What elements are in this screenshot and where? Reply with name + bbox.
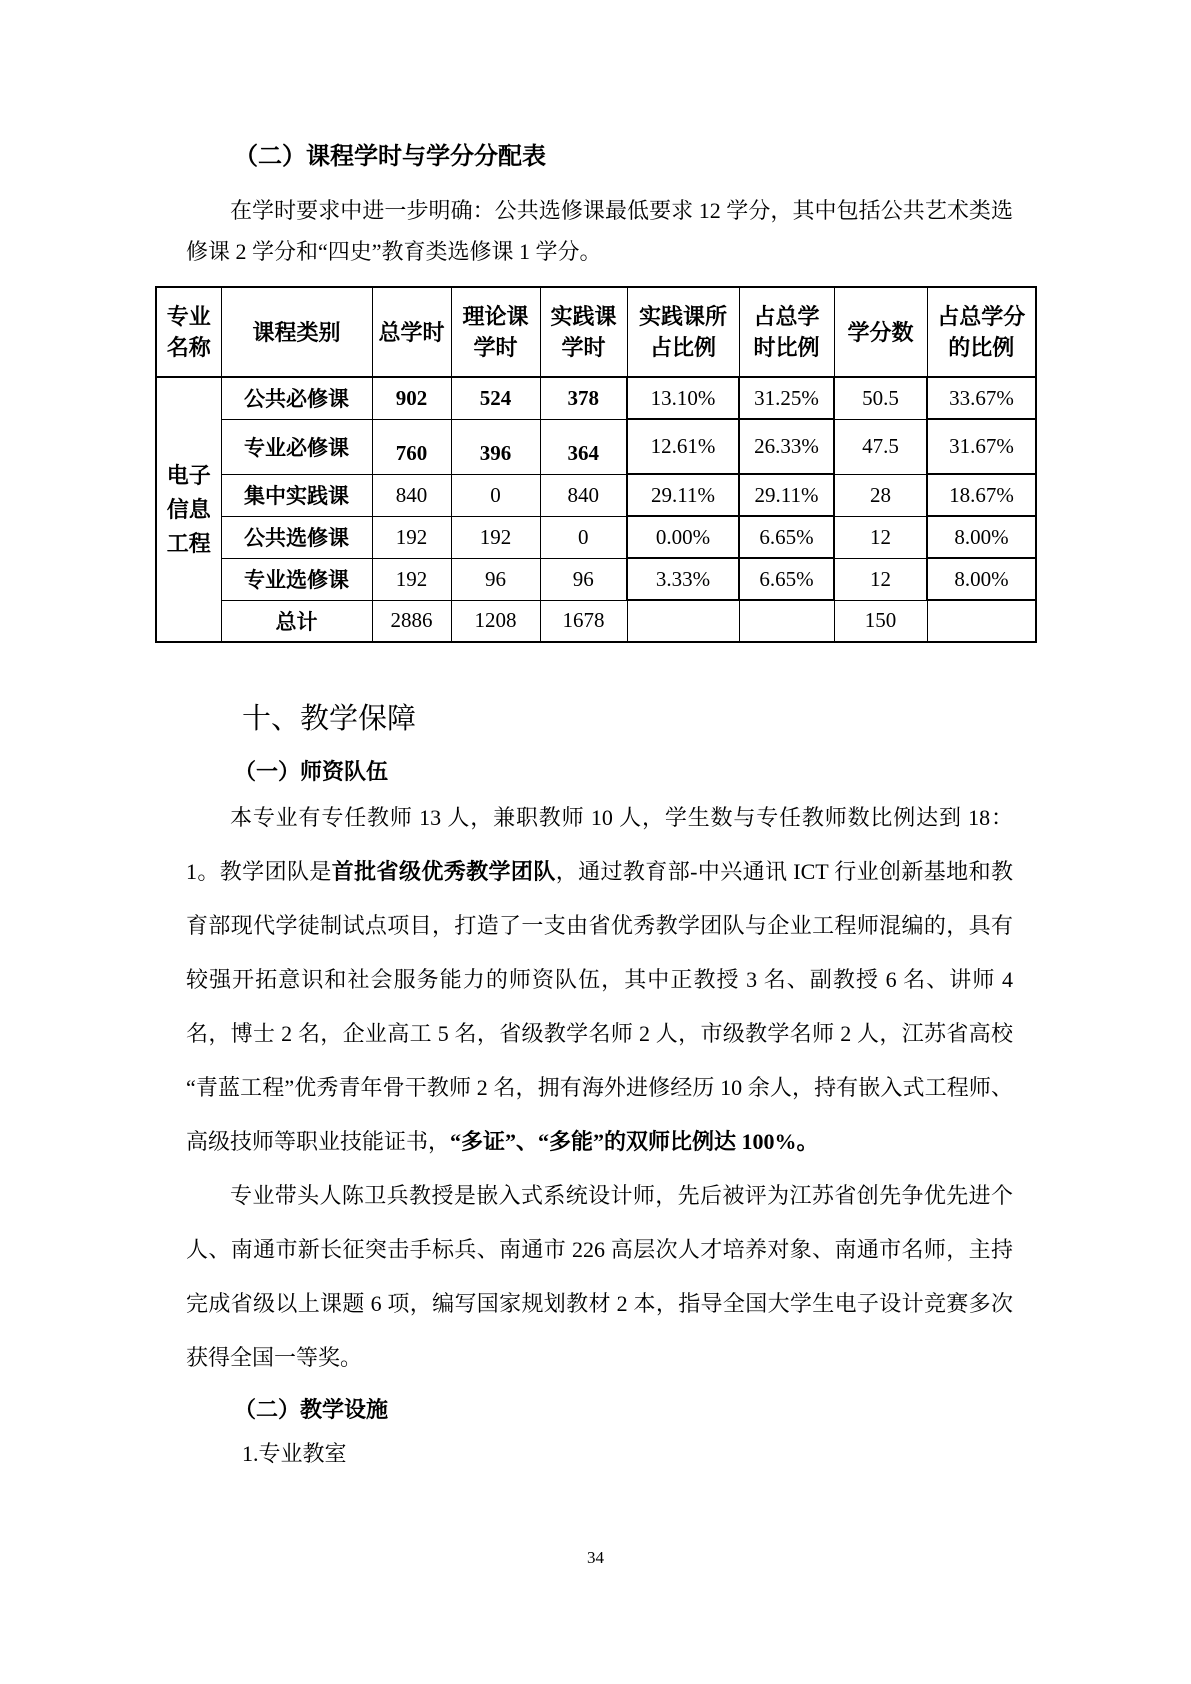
table-row bbox=[156, 516, 1036, 558]
value-cell: 1678 bbox=[540, 600, 627, 642]
value-cell: 760 bbox=[372, 419, 451, 474]
faculty-subheading: （一）师资队伍 bbox=[234, 759, 389, 784]
table-section-heading: （二）课程学时与学分分配表 bbox=[234, 143, 546, 170]
category-cell: 专业选修课 bbox=[221, 558, 372, 600]
table-row bbox=[156, 600, 1036, 642]
bold-text-run: 首批省级优秀教学团队 bbox=[331, 859, 556, 884]
value-cell: 0.00% bbox=[627, 516, 739, 558]
value-cell: 192 bbox=[372, 558, 451, 600]
value-cell: 396 bbox=[451, 419, 540, 474]
column-header-cell: 学分数 bbox=[834, 287, 927, 377]
value-cell: 378 bbox=[540, 377, 627, 419]
value-cell: 12 bbox=[834, 558, 927, 600]
value-cell: 6.65% bbox=[739, 558, 834, 600]
text-run: 本专业有专任教师 13 人，兼职教师 10 人，学生数与专任教师数比例达到 18：1。教学团队是 bbox=[186, 805, 1013, 884]
column-header-cell: 占总学时比例 bbox=[739, 287, 834, 377]
value-cell: 0 bbox=[451, 474, 540, 516]
value-cell: 192 bbox=[451, 516, 540, 558]
column-header-cell: 课程类别 bbox=[221, 287, 372, 377]
value-cell: 18.67% bbox=[927, 474, 1036, 516]
value-cell: 12 bbox=[834, 516, 927, 558]
value-cell: 840 bbox=[372, 474, 451, 516]
value-cell: 3.33% bbox=[627, 558, 739, 600]
value-cell: 50.5 bbox=[834, 377, 927, 419]
value-cell: 31.25% bbox=[739, 377, 834, 419]
value-cell: 1208 bbox=[451, 600, 540, 642]
category-cell: 集中实践课 bbox=[221, 474, 372, 516]
value-cell: 8.00% bbox=[927, 516, 1036, 558]
value-cell: 26.33% bbox=[739, 419, 834, 474]
table-row bbox=[156, 419, 1036, 474]
major-name-cell: 电子信息工程 bbox=[156, 377, 221, 642]
bold-text-run: “多证”、“多能”的双师比例达 100%。 bbox=[450, 1129, 819, 1154]
value-cell: 29.11% bbox=[739, 474, 834, 516]
text-run: 在学时要求中进一步明确：公共选修课最低要求 12 学分，其中包括公共艺术类选修课 2 学分和“四史”教育类选修课 1 学分。 bbox=[186, 198, 1013, 264]
table-row bbox=[156, 558, 1036, 600]
value-cell: 902 bbox=[372, 377, 451, 419]
intro-paragraph bbox=[186, 190, 1013, 272]
value-cell: 192 bbox=[372, 516, 451, 558]
value-cell bbox=[739, 600, 834, 642]
value-cell: 0 bbox=[540, 516, 627, 558]
value-cell: 364 bbox=[540, 419, 627, 474]
category-cell: 专业必修课 bbox=[221, 419, 372, 474]
table-header-row bbox=[156, 287, 1036, 377]
table-row bbox=[156, 474, 1036, 516]
page-number: 34 bbox=[587, 1548, 604, 1567]
value-cell bbox=[627, 600, 739, 642]
support-section-heading: 十、教学保障 bbox=[242, 703, 417, 735]
value-cell: 2886 bbox=[372, 600, 451, 642]
course-hours-credits-table bbox=[155, 286, 1037, 643]
facilities-item-classroom: 1.专业教室 bbox=[242, 1441, 347, 1466]
column-header-cell: 专业名称 bbox=[156, 287, 221, 377]
document-content bbox=[166, 0, 1026, 1469]
value-cell: 150 bbox=[834, 600, 927, 642]
table-body bbox=[156, 377, 1036, 642]
category-cell: 公共必修课 bbox=[221, 377, 372, 419]
text-run: 专业带头人陈卫兵教授是嵌入式系统设计师，先后被评为江苏省创先争优先进个人、南通市新长征突击手标兵、南通市 226 高层次人才培养对象、南通市名师，主持完成省级以上课题 6 项，编写国家规划教材 2 本，指导全国大学生电子设计竞赛多次获得全国一等奖。 bbox=[186, 1183, 1013, 1370]
value-cell: 12.61% bbox=[627, 419, 739, 474]
column-header-cell: 总学时 bbox=[372, 287, 451, 377]
faculty-paragraph-2 bbox=[186, 1169, 1013, 1385]
value-cell: 96 bbox=[451, 558, 540, 600]
column-header-cell: 实践课所占比例 bbox=[627, 287, 739, 377]
value-cell: 6.65% bbox=[739, 516, 834, 558]
value-cell bbox=[927, 600, 1036, 642]
column-header-cell: 占总学分的比例 bbox=[927, 287, 1036, 377]
column-header-cell: 理论课学时 bbox=[451, 287, 540, 377]
value-cell: 524 bbox=[451, 377, 540, 419]
table-header bbox=[156, 287, 1036, 377]
category-cell: 总计 bbox=[221, 600, 372, 642]
faculty-paragraph-1 bbox=[186, 791, 1013, 1169]
value-cell: 47.5 bbox=[834, 419, 927, 474]
category-cell: 公共选修课 bbox=[221, 516, 372, 558]
value-cell: 8.00% bbox=[927, 558, 1036, 600]
value-cell: 33.67% bbox=[927, 377, 1036, 419]
table-row bbox=[156, 377, 1036, 419]
value-cell: 28 bbox=[834, 474, 927, 516]
value-cell: 31.67% bbox=[927, 419, 1036, 474]
facilities-subheading: （二）教学设施 bbox=[234, 1397, 389, 1422]
value-cell: 29.11% bbox=[627, 474, 739, 516]
text-run: ，通过教育部-中兴通讯 ICT 行业创新基地和教育部现代学徒制试点项目，打造了一支由省优秀教学团队与企业工程师混编的，具有较强开拓意识和社会服务能力的师资队伍，其中正教授 3 名、副教授 6 名、讲师 4 名，博士 2 名，企业高工 5 名，省级教学名师 2 人，市级教学名师 2 人，江苏省高校“青蓝工程”优秀青年骨干教师 2 名，拥有海外进修经历 10 余人，持有嵌入式工程师、高级技师等职业技能证书， bbox=[186, 859, 1013, 1154]
value-cell: 840 bbox=[540, 474, 627, 516]
value-cell: 96 bbox=[540, 558, 627, 600]
value-cell: 13.10% bbox=[627, 377, 739, 419]
column-header-cell: 实践课学时 bbox=[540, 287, 627, 377]
